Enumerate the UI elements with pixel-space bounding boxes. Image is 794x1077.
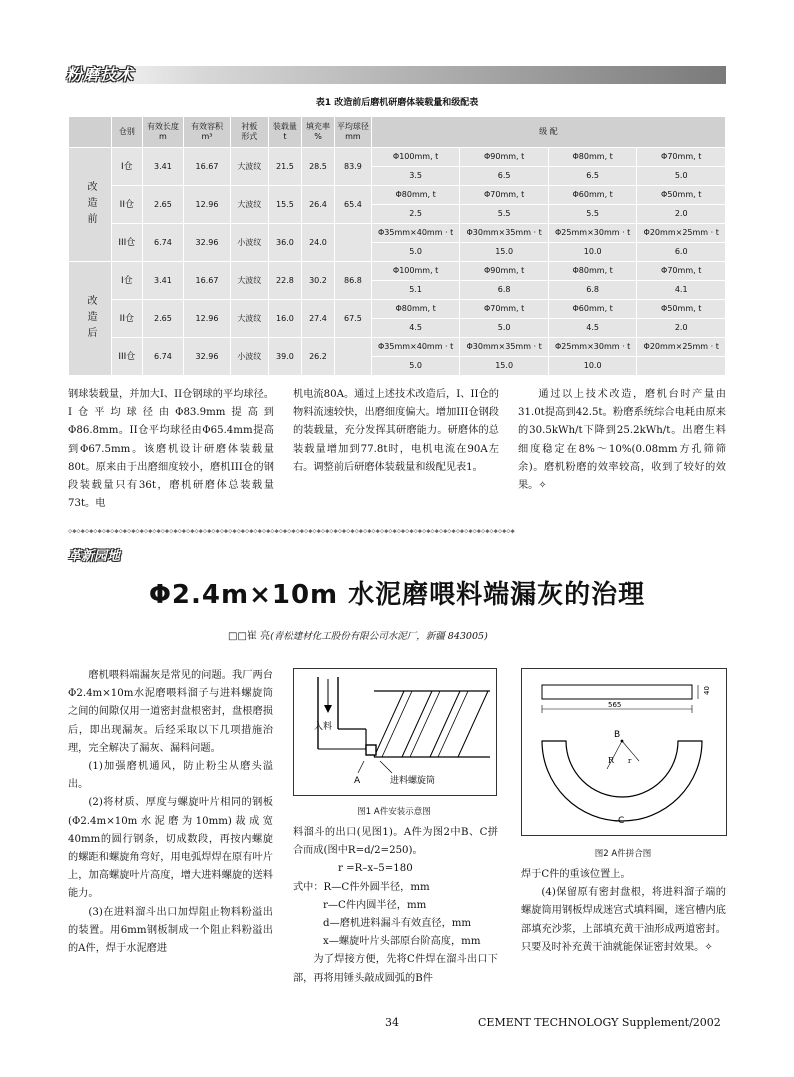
cell-grading-value: 6.8 bbox=[460, 281, 549, 300]
cell-load: 39.0 bbox=[268, 338, 301, 376]
cell-grading-value: 5.0 bbox=[460, 319, 549, 338]
table-row bbox=[69, 300, 726, 319]
cell-load: 36.0 bbox=[268, 224, 301, 262]
section-category: 粉磨技术 bbox=[66, 65, 135, 84]
cell-length: 3.41 bbox=[142, 262, 184, 300]
header-bar bbox=[68, 66, 726, 84]
formula-definition: d—磨机进料漏斗有效直径，mm bbox=[323, 918, 472, 930]
cell-length: 3.41 bbox=[142, 148, 184, 186]
cell-grading-value: 5.5 bbox=[548, 205, 637, 224]
label-c: C bbox=[618, 816, 625, 826]
col2-paragraph-2: 为了焊接方便，先将C件焊在溜斗出口下部，再将用锤头敲成圆弧的B件 bbox=[293, 954, 498, 984]
cell-grading-value: 6.8 bbox=[548, 281, 637, 300]
cell-liner: 大波纹 bbox=[230, 148, 268, 186]
section-label: 改造后 bbox=[69, 262, 112, 376]
divider: ◇◆◇◆◇◆◇◆◇◆◇◆◇◆◇◆◇◆◇◆◇◆◇◆◇◆◇◆◇◆◇◆◇◆◇◆◇◆◇◆◇◆◇◆◇◆◇◆◇◆◇◆◇◆◇◆◇◆◇◆◇◆◇◆◇◆◇◆◇◆◇◆◇◆◇◆◇◆◇◆◇◆◇◆◇◆◇◆◇◆◇◆◇◆◇◆◇◆◇◆◇◆◇◆◇◆ bbox=[68, 527, 515, 535]
cell-grading-label: Φ25mm×30mm · t bbox=[548, 338, 637, 357]
cell-grading-value: 5.5 bbox=[460, 205, 549, 224]
cell-grading-label: Φ35mm×40mm · t bbox=[371, 338, 460, 357]
table-title: 表1 改造前后磨机研磨体装载量和级配表 bbox=[315, 98, 479, 108]
col1-paragraph: (3)在进料溜斗出口加焊阻止物料粉溢出的装置。用6mm钢板制成一个阻止料粉溢出的A件，焊于水泥磨进 bbox=[68, 906, 273, 955]
cell-grading-label: Φ80mm, t bbox=[371, 300, 460, 319]
cell-avg: 65.4 bbox=[335, 186, 372, 224]
col3-paragraph-1: 焊于C件的重该位置上。 bbox=[521, 869, 631, 880]
header-volume: 有效容积 m³ bbox=[184, 117, 231, 148]
table-row bbox=[69, 148, 726, 167]
formula-definition: 式中：R—C件外圆半径，mm bbox=[293, 881, 430, 893]
table-row bbox=[69, 186, 726, 205]
top-text-col1: 钢球装载量，并加大I、II仓钢球的平均球径。I仓平均球径由Φ83.9mm提高到Φ86.8mm。II仓平均球径由Φ65.4mm提高到Φ67.5mm。该磨机设计研磨体装载量80t。原来由于出磨细度较小，磨机III仓的钢段装载量只有36t，磨机研磨体总装载量73t。电 bbox=[68, 389, 274, 510]
table-header-row bbox=[69, 117, 726, 148]
table-row bbox=[69, 338, 726, 357]
cell-grading-value: 5.1 bbox=[371, 281, 460, 300]
cell-cang: II仓 bbox=[112, 300, 143, 338]
cell-avg bbox=[335, 224, 372, 262]
header-grading: 级 配 bbox=[371, 117, 725, 148]
cell-liner: 大波纹 bbox=[230, 186, 268, 224]
cell-grading-value: 10.0 bbox=[548, 243, 637, 262]
cell-cang: I仓 bbox=[112, 262, 143, 300]
dim-565: 565 bbox=[608, 701, 622, 709]
cell-grading-value: 5.0 bbox=[371, 243, 460, 262]
table-row bbox=[69, 224, 726, 243]
cell-volume: 12.96 bbox=[184, 186, 231, 224]
cell-fill: 26.4 bbox=[301, 186, 334, 224]
cell-fill: 30.2 bbox=[301, 262, 334, 300]
header-load: 装载量 t bbox=[268, 117, 301, 148]
top-text-col3: 通过以上技术改造，磨机台时产量由31.0t提高到42.5t。粉磨系统综合电耗由原来的30.5kWh/t下降到25.2kWh/t。出磨生料细度稳定在8%～10%(0.08mm方孔筛筛余)。磨机粉磨的效率较高，收到了较好的效果。✧ bbox=[518, 389, 726, 492]
header-avg: 平均球径 mm bbox=[335, 117, 372, 148]
figure-1-caption: 图1 A件安装示意图 bbox=[357, 807, 431, 817]
cell-length: 2.65 bbox=[142, 186, 184, 224]
cell-load: 16.0 bbox=[268, 300, 301, 338]
col2-paragraph-1: 料溜斗的出口(见图1)。A件为图2中B、C拼合而成(图中R=d/2=250)。 bbox=[293, 827, 498, 857]
col1-paragraph: (2)将材质、厚度与螺旋叶片相同的钢板(Φ2.4m×10m水泥磨为10mm)裁成宽40mm的圆行钢条，切成数段，再按内螺旋的螺距和螺旋角弯好，用电弧焊焊在原有叶片上，加高螺旋叶片高度，增大进料螺旋的送料能力。 bbox=[68, 797, 273, 900]
cell-grading-value: 15.0 bbox=[460, 357, 549, 376]
figure-1 bbox=[293, 668, 497, 796]
figure-1-drawing bbox=[294, 669, 496, 795]
page-number: 34 bbox=[385, 1016, 399, 1029]
article-author: □□崔 亮(青松建材化工股份有限公司水泥厂，新疆 843005) bbox=[228, 631, 488, 642]
article-category: 革新园地 bbox=[68, 549, 121, 564]
cell-grading-value: 3.5 bbox=[371, 167, 460, 186]
cell-grading-value: 4.5 bbox=[371, 319, 460, 338]
cell-cang: II仓 bbox=[112, 186, 143, 224]
top-text-col2: 机电流80A。通过上述技术改造后，I、II仓的物料流速较快，出磨细度偏大。增加III仓钢段的装载量，充分发挥其研磨能力。研磨体的总装载量增加到77.8t时，电机电流在90A左右。调整前后研磨体装载量和级配见表1。 bbox=[293, 389, 499, 473]
end-mark-icon: ✧ bbox=[704, 941, 713, 953]
cell-grading-value: 10.0 bbox=[548, 357, 637, 376]
cell-grading-label: Φ30mm×35mm · t bbox=[460, 224, 549, 243]
article-col1 bbox=[68, 667, 273, 958]
header-length: 有效长度 m bbox=[142, 117, 184, 148]
cell-liner: 大波纹 bbox=[230, 262, 268, 300]
article-title: Φ2.4m×10m 水泥磨喂料端漏灰的治理 bbox=[148, 580, 646, 610]
cell-grading-value: 5.0 bbox=[637, 167, 726, 186]
cell-grading-label: Φ90mm, t bbox=[460, 262, 549, 281]
label-r-small: r bbox=[628, 757, 632, 765]
formula-definition: r—C件内圆半径，mm bbox=[323, 899, 427, 911]
header-liner: 衬板 形式 bbox=[230, 117, 268, 148]
cell-fill: 24.0 bbox=[301, 224, 334, 262]
cell-volume: 32.96 bbox=[184, 338, 231, 376]
cell-avg: 67.5 bbox=[335, 300, 372, 338]
article-col3 bbox=[521, 866, 726, 957]
cell-grading-label: Φ20mm×25mm · t bbox=[637, 338, 726, 357]
cell-length: 2.65 bbox=[142, 300, 184, 338]
label-screw: 进料螺旋筒 bbox=[390, 776, 436, 786]
cell-length: 6.74 bbox=[142, 338, 184, 376]
cell-volume: 12.96 bbox=[184, 300, 231, 338]
col1-paragraph: 磨机喂料端漏灰是常见的问题。我厂两台Φ2.4m×10m水泥磨喂料溜子与进料螺旋筒之间的间隙仅用一道密封盘根密封，盘根磨损后，即出现漏灰。后经采取以下几项措施治理，完全解决了漏灰、漏料问题。 bbox=[68, 670, 273, 754]
cell-grading-value: 2.5 bbox=[371, 205, 460, 224]
cell-grading-label: Φ70mm, t bbox=[460, 300, 549, 319]
cell-grading-label: Φ70mm, t bbox=[637, 262, 726, 281]
dim-40: 40 bbox=[703, 686, 711, 695]
cell-length: 6.74 bbox=[142, 224, 184, 262]
article-col2 bbox=[293, 824, 498, 988]
cell-grading-value: 6.0 bbox=[637, 243, 726, 262]
cell-grading-label: Φ70mm, t bbox=[460, 186, 549, 205]
grinding-media-table bbox=[68, 116, 726, 376]
cell-grading-value: 5.0 bbox=[371, 357, 460, 376]
cell-grading-value: 15.0 bbox=[460, 243, 549, 262]
cell-grading-value bbox=[637, 357, 726, 376]
cell-avg: 86.8 bbox=[335, 262, 372, 300]
cell-grading-value: 2.0 bbox=[637, 205, 726, 224]
cell-avg: 83.9 bbox=[335, 148, 372, 186]
cell-grading-label: Φ60mm, t bbox=[548, 300, 637, 319]
cell-liner: 小波纹 bbox=[230, 224, 268, 262]
cell-grading-label: Φ90mm, t bbox=[460, 148, 549, 167]
col2-formula: r =R–x–5=180 bbox=[338, 863, 413, 875]
cell-grading-label: Φ80mm, t bbox=[548, 148, 637, 167]
cell-fill: 26.2 bbox=[301, 338, 334, 376]
end-mark-icon: ✧ bbox=[538, 480, 547, 492]
formula-definition: x—螺旋叶片头部原台阶高度，mm bbox=[323, 936, 481, 948]
cell-grading-label: Φ80mm, t bbox=[548, 262, 637, 281]
cell-grading-label: Φ25mm×30mm · t bbox=[548, 224, 637, 243]
label-in: 入料 bbox=[314, 722, 333, 732]
header-blank bbox=[69, 117, 112, 148]
cell-grading-value: 6.5 bbox=[548, 167, 637, 186]
cell-grading-label: Φ100mm, t bbox=[371, 148, 460, 167]
section-label: 改造前 bbox=[69, 148, 112, 262]
table-row bbox=[69, 262, 726, 281]
cell-avg bbox=[335, 338, 372, 376]
cell-grading-value: 4.1 bbox=[637, 281, 726, 300]
figure-2-drawing bbox=[522, 669, 726, 835]
cell-grading-label: Φ70mm, t bbox=[637, 148, 726, 167]
cell-grading-label: Φ80mm, t bbox=[371, 186, 460, 205]
figure-2-caption: 图2 A件拼合图 bbox=[594, 849, 652, 859]
cell-fill: 27.4 bbox=[301, 300, 334, 338]
cell-volume: 32.96 bbox=[184, 224, 231, 262]
cell-volume: 16.67 bbox=[184, 148, 231, 186]
cell-grading-label: Φ50mm, t bbox=[637, 186, 726, 205]
cell-cang: III仓 bbox=[112, 338, 143, 376]
cell-liner: 小波纹 bbox=[230, 338, 268, 376]
cell-load: 21.5 bbox=[268, 148, 301, 186]
col3-paragraph-2: (4)保留原有密封盘根，将进料溜子端的螺旋筒用钢板焊成迷宫式填料圈，迷宫槽内底部填充沙浆，上部填充黄干油形成两道密封。只要及时补充黄干油就能保证密封效果。✧ bbox=[521, 887, 726, 953]
figure-2 bbox=[521, 668, 727, 836]
header-fill: 填充率 % bbox=[301, 117, 334, 148]
cell-cang: I仓 bbox=[112, 148, 143, 186]
cell-grading-value: 2.0 bbox=[637, 319, 726, 338]
cell-grading-value: 6.5 bbox=[460, 167, 549, 186]
cell-cang: III仓 bbox=[112, 224, 143, 262]
cell-volume: 16.67 bbox=[184, 262, 231, 300]
cell-grading-label: Φ50mm, t bbox=[637, 300, 726, 319]
label-b: B bbox=[614, 730, 621, 740]
header-cang: 仓别 bbox=[112, 117, 143, 148]
cell-grading-label: Φ100mm, t bbox=[371, 262, 460, 281]
journal-name: CEMENT TECHNOLOGY Supplement/2002 bbox=[478, 1016, 721, 1029]
cell-load: 15.5 bbox=[268, 186, 301, 224]
label-r-big: R bbox=[608, 756, 615, 765]
cell-grading-label: Φ20mm×25mm · t bbox=[637, 224, 726, 243]
col1-paragraph: (1)加强磨机通风，防止粉尘从磨头溢出。 bbox=[68, 761, 273, 791]
cell-grading-label: Φ60mm, t bbox=[548, 186, 637, 205]
cell-grading-label: Φ30mm×35mm · t bbox=[460, 338, 549, 357]
cell-load: 22.8 bbox=[268, 262, 301, 300]
cell-liner: 大波纹 bbox=[230, 300, 268, 338]
cell-grading-label: Φ35mm×40mm · t bbox=[371, 224, 460, 243]
cell-fill: 28.5 bbox=[301, 148, 334, 186]
label-a: A bbox=[354, 776, 361, 786]
cell-grading-value: 4.5 bbox=[548, 319, 637, 338]
